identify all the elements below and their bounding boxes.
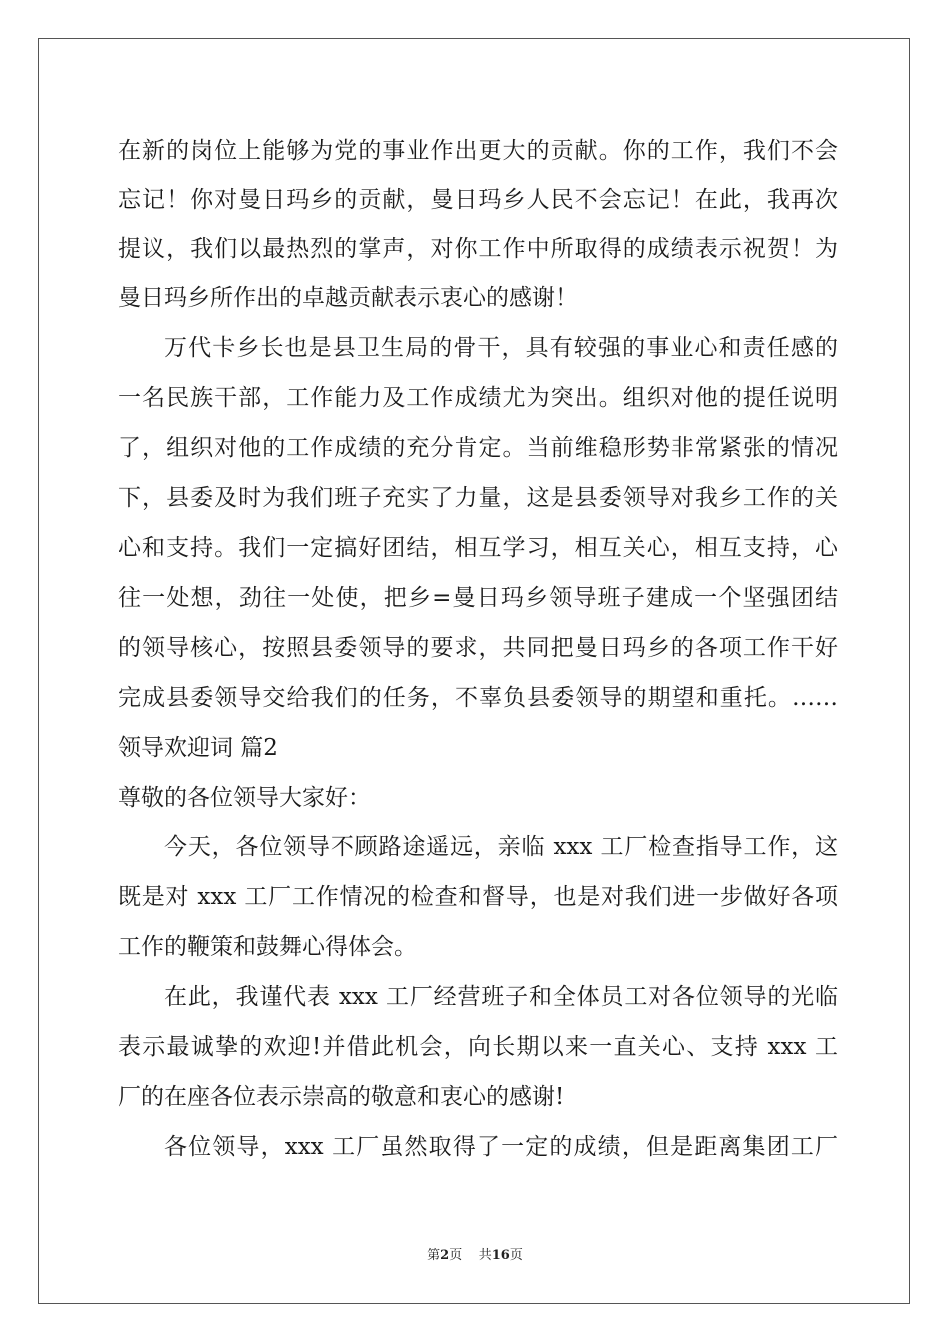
body-text-line: 一名民族干部，工作能力及工作成绩尤为突出。组织对他的提任说明 (118, 385, 838, 411)
salutation: 尊敬的各位领导大家好： (118, 785, 371, 811)
body-text-line: 心和支持。我们一定搞好团结，相互学习，相互关心，相互支持，心 (118, 535, 838, 561)
page-footer (0, 1244, 950, 1263)
paragraph-first-line: 万代卡乡长也是县卫生局的骨干，具有较强的事业心和责任感的 (164, 335, 838, 361)
page-number-prefix: 第 (427, 1248, 441, 1263)
body-text-line: 在新的岗位上能够为党的事业作出更大的贡献。你的工作，我们不会 (118, 138, 838, 164)
page-border (38, 38, 910, 1304)
body-text-line: 既是对 xxx 工厂工作情况的检查和督导，也是对我们进一步做好各项 (118, 884, 838, 910)
total-pages: 16 (491, 1248, 510, 1263)
body-text-line: 忘记！你对曼日玛乡的贡献，曼日玛乡人民不会忘记！在此，我再次 (118, 187, 838, 213)
body-text-line: 的领导核心，按照县委领导的要求，共同把曼日玛乡的各项工作干好 (118, 635, 838, 661)
body-text-line: 厂的在座各位表示崇高的敬意和衷心的感谢! (118, 1084, 565, 1110)
page-number-suffix: 页 (449, 1248, 463, 1263)
paragraph-first-line: 各位领导，xxx 工厂虽然取得了一定的成绩，但是距离集团工厂 (164, 1134, 838, 1160)
page-number: 2 (440, 1248, 450, 1263)
total-pages-suffix: 页 (509, 1248, 523, 1263)
section-heading: 领导欢迎词 篇2 (118, 735, 278, 761)
total-pages-prefix: 共 (478, 1248, 492, 1263)
body-text-line: 工作的鞭策和鼓舞心得体会。 (118, 934, 417, 960)
body-text-line: 曼日玛乡所作出的卓越贡献表示衷心的感谢！ (118, 285, 578, 311)
body-text-line: 往一处想，劲往一处使，把乡=曼日玛乡领导班子建成一个坚强团结 (118, 585, 838, 611)
body-text-line: 表示最诚挚的欢迎!并借此机会，向长期以来一直关心、支持 xxx 工 (118, 1034, 838, 1060)
body-text-line: 下，县委及时为我们班子充实了力量，这是县委领导对我乡工作的关 (118, 485, 838, 511)
paragraph-first-line: 在此，我谨代表 xxx 工厂经营班子和全体员工对各位领导的光临 (164, 984, 838, 1010)
body-text-line: 了，组织对他的工作成绩的充分肯定。当前维稳形势非常紧张的情况 (118, 435, 838, 461)
body-text-line: 完成县委领导交给我们的任务，不辜负县委领导的期望和重托。…… (118, 685, 838, 711)
body-text-line: 提议，我们以最热烈的掌声，对你工作中所取得的成绩表示祝贺！为 (118, 236, 838, 262)
paragraph-first-line: 今天，各位领导不顾路途遥远，亲临 xxx 工厂检查指导工作，这 (164, 834, 838, 860)
